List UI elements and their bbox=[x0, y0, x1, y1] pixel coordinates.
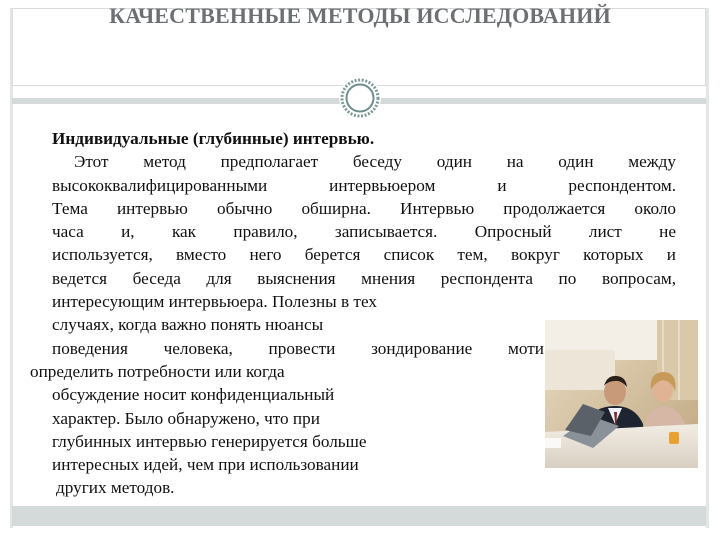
text-line: часа и, как правило, записывается. Опросный лист не bbox=[52, 222, 676, 242]
text-line: высококвалифицированными интервьюером и респондентом. bbox=[52, 175, 676, 195]
text-line: определить потребности или когда bbox=[30, 361, 285, 381]
text-line: ведется беседа для выяснения мнения респондента по вопросам, bbox=[52, 268, 676, 288]
text-line: Этот метод предполагает беседу один на один между bbox=[74, 152, 676, 172]
text-line: случаях, когда важно понять нюансы bbox=[52, 315, 324, 335]
text-line: обсуждение носит конфиденциальный bbox=[52, 385, 335, 405]
meeting-photo bbox=[545, 320, 698, 468]
text-line: интересующим интервьюера. Полезны в тех bbox=[52, 292, 377, 312]
text-line: других методов. bbox=[56, 478, 175, 498]
footer-band bbox=[12, 506, 706, 526]
text-line: интересных идей, чем при использовании bbox=[52, 455, 359, 475]
text-line: поведения человека, провести зондирование моти bbox=[52, 338, 544, 358]
text-line: Тема интервью обычно обширна. Интервью продолжается около bbox=[52, 198, 676, 218]
slide-title: КАЧЕСТВЕННЫЕ МЕТОДЫ ИССЛЕДОВАНИЙ bbox=[109, 3, 611, 28]
frame-left-border bbox=[10, 8, 13, 528]
circle-ornament-icon bbox=[338, 76, 382, 120]
frame-right-border bbox=[706, 8, 709, 528]
text-line-heading: Индивидуальные (глубинные) интервью. bbox=[52, 129, 375, 148]
text-line: характер. Было обнаружено, что при bbox=[52, 408, 320, 428]
text-line: глубинных интервью генерируется больше bbox=[52, 431, 367, 451]
text-line: используется, вместо него берется список тем, вокруг которых и bbox=[52, 245, 676, 265]
